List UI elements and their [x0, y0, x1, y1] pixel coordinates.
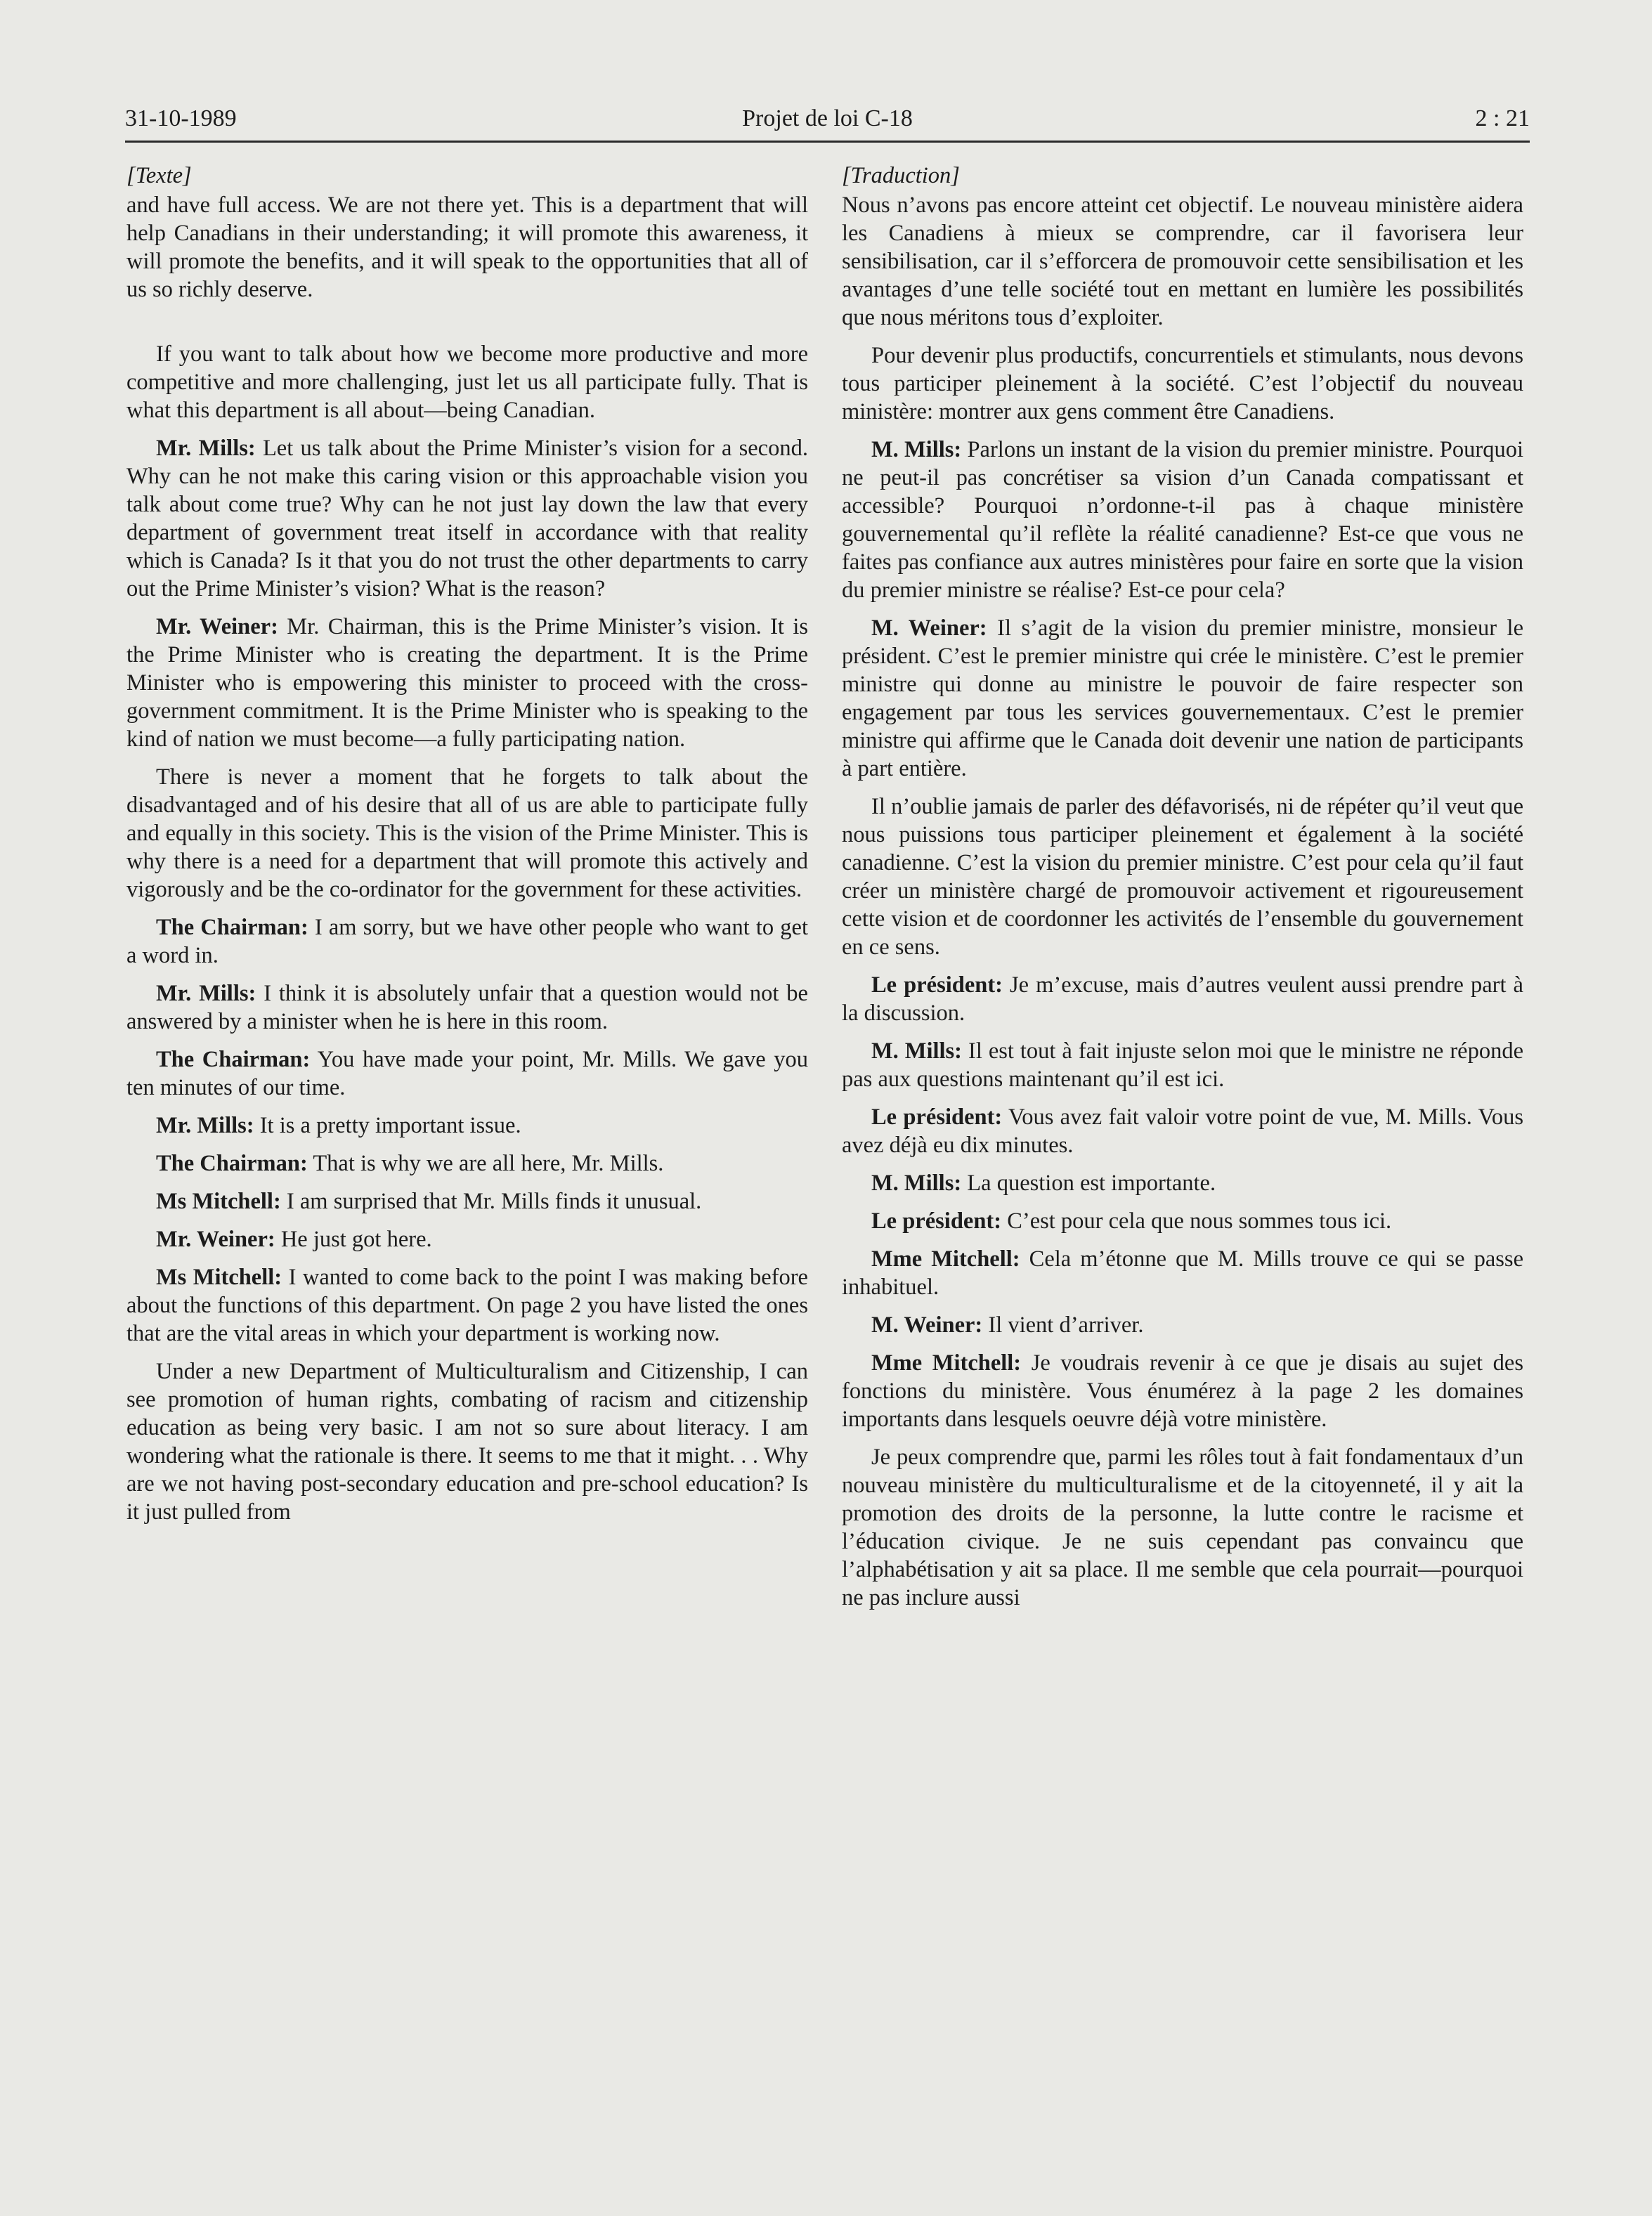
speech — [842, 1103, 1523, 1159]
speaker-name: M. Mills: — [871, 1171, 962, 1196]
speech — [842, 1311, 1523, 1339]
speech-text: I wanted to come back to the point I was making before about the functions of this department. On page 2 you have listed the ones that are the vital areas in which your department is working now. — [126, 1265, 808, 1346]
header-title: Projet de loi C-18 — [742, 105, 913, 131]
speech-text: That is why we are all here, Mr. Mills. — [307, 1151, 664, 1176]
speech-text: It is a pretty important issue. — [254, 1113, 521, 1138]
speech — [842, 614, 1523, 783]
speech-text: Parlons un instant de la vision du premier ministre. Pourquoi ne peut-il pas concrétiser sa vision d’un Canada compatissant et accessible? Pourquoi n’ordonne-t-il pas à chaque ministère gouvernemental qu’il reflète la réalité canadienne? Est-ce que vous ne faites pas confiance aux autres ministères pour faire en sorte que la vision du premier ministre se réalise? Est-ce pour cela? — [842, 437, 1523, 603]
french-column — [842, 162, 1523, 1622]
speech — [126, 1225, 808, 1253]
speech — [842, 1349, 1523, 1433]
speech-text: Je voudrais revenir à ce que je disais au sujet des fonctions du ministère. Vous énumérez à la page 2 les domaines importants dans lesquels oeuvre déjà votre ministère. — [842, 1350, 1523, 1432]
speech-text: La question est importante. — [961, 1171, 1216, 1196]
header-page-number: 2 : 21 — [1475, 105, 1530, 131]
speech-text: Je m’excuse, mais d’autres veulent aussi prendre part à la discussion. — [842, 972, 1523, 1026]
speech — [842, 1037, 1523, 1093]
speech-text: Il s’agit de la vision du premier ministre, monsieur le président. C’est le premier ministre qui crée le ministère. C’est le premier ministre qui donne au ministre le pouvoir de faire respecter son engagement par tous les services gouvernementaux. C’est le premier ministre qui affirme que le Canada doit devenir une nation de participants à part entière. — [842, 615, 1524, 781]
paragraph: There is never a moment that he forgets to talk about the disadvantaged and of his desire that all of us are able to participate fully and equally in this society. This is the vision of the Prime Minister. This is why there is a need for a department that will promote this actively and vigorously and be the co-ordinator for the government for these activities. — [126, 764, 808, 902]
speech — [126, 1187, 808, 1215]
speaker-name: Mme Mitchell: — [871, 1246, 1020, 1272]
speaker-name: Mr. Mills: — [156, 436, 256, 461]
speaker-name: M. Mills: — [871, 1038, 963, 1064]
speaker-name: Mr. Weiner: — [156, 1227, 275, 1252]
speaker-name: Mme Mitchell: — [871, 1350, 1022, 1376]
paragraph: If you want to talk about how we become more productive and more competitive and more challenging, just let us all participate fully. That is what this department is all about—being Canadian. — [126, 341, 808, 423]
speech-text: I think it is absolutely unfair that a question would not be answered by a minister when he is here in this room. — [126, 981, 808, 1034]
speaker-name: M. Weiner: — [871, 615, 987, 641]
speaker-name: The Chairman: — [156, 1047, 311, 1072]
header-rule — [125, 141, 1530, 143]
speaker-name: Le président: — [871, 1208, 1002, 1234]
speech-text: Il vient d’arriver. — [982, 1312, 1144, 1338]
speaker-name: Ms Mitchell: — [156, 1265, 282, 1290]
speech — [842, 1169, 1523, 1197]
speech — [126, 1045, 808, 1102]
speech-text: Vous avez fait valoir votre point de vue, M. Mills. Vous avez déjà eu dix minutes. — [842, 1104, 1523, 1158]
paragraph: Under a new Department of Multiculturalism and Citizenship, I can see promotion of human rights, combating of racism and citizenship education as being very basic. I am not so sure about literacy. I am wondering what the rationale is there. It seems to me that it might. . . Why are we not having post-secondary education and pre-school education? Is it just pulled from — [126, 1359, 808, 1525]
english-column — [126, 162, 808, 1536]
speech-text: Let us talk about the Prime Minister’s vision for a second. Why can he not make this caring vision or this approachable vision you talk about come true? Why can he not just lay down the law that every department of government treat itself in accordance with that reality which is Canada? Is it that you do not trust the other departments to carry out the Prime Minister’s vision? What is the reason? — [126, 436, 808, 601]
page-header — [125, 105, 1530, 141]
paragraph: and have full access. We are not there yet. This is a department that will help Canadians in their understanding; it will promote this awareness, it will promote the benefits, and it will speak to the opportunities that all of us so richly deserve. — [126, 193, 808, 302]
speaker-name: Ms Mitchell: — [156, 1189, 281, 1214]
paragraph: Je peux comprendre que, parmi les rôles tout à fait fondamentaux d’un nouveau ministère du multiculturalisme et de la citoyenneté, il y ait la promotion des droits de la personne, la lutte contre le racisme et l’éducation civique. Je ne suis cependant pas convaincu que l’alphabétisation y ait sa place. Il me semble que cela pourrait—pourquoi ne pas inclure aussi — [842, 1445, 1523, 1610]
speech — [126, 434, 808, 603]
header-date: 31-10-1989 — [125, 105, 237, 131]
speech-text: I am sorry, but we have other people who want to get a word in. — [126, 915, 808, 968]
speaker-name: The Chairman: — [156, 1151, 308, 1176]
speaker-name: M. Mills: — [871, 437, 962, 462]
speech — [842, 1245, 1523, 1301]
speaker-name: Le président: — [871, 972, 1003, 998]
speaker-name: Mr. Weiner: — [156, 614, 278, 639]
speech-text: C’est pour cela que nous sommes tous ici. — [1001, 1208, 1392, 1234]
speech — [126, 979, 808, 1036]
speech-text: Mr. Chairman, this is the Prime Minister’s vision. It is the Prime Minister who is creating the department. It is the Prime Minister who is empowering this minister to proceed with the cross-government commitment. It is the Prime Minister who is speaking to the kind of nation we must become—a fully participating nation. — [126, 614, 808, 752]
paragraph: Nous n’avons pas encore atteint cet objectif. Le nouveau ministère aidera les Canadiens à mieux se comprendre, car il favorisera leur sensibilisation, car il s’efforcera de promouvoir cette sensibilisation et les avantages d’une telle société tout en mettant en lumière les possibilités que nous méritons tous d’exploiter. — [842, 193, 1523, 330]
speaker-name: Mr. Mills: — [156, 1113, 254, 1138]
speech — [126, 1112, 808, 1140]
speech — [126, 1263, 808, 1348]
text-marker: [Texte] — [126, 163, 192, 188]
speech — [842, 971, 1523, 1027]
speech — [842, 436, 1523, 604]
speech — [126, 913, 808, 970]
paragraph: Pour devenir plus productifs, concurrentiels et stimulants, nous devons tous participer pleinement à la société. C’est l’objectif du nouveau ministère: montrer aux gens comment être Canadiens. — [842, 343, 1523, 424]
speaker-name: Le président: — [871, 1104, 1003, 1130]
speech — [126, 613, 808, 753]
speech-text: He just got here. — [275, 1227, 432, 1252]
speech-text: Cela m’étonne que M. Mills trouve ce qui se passe inhabituel. — [842, 1246, 1523, 1300]
speech-text: You have made your point, Mr. Mills. We gave you ten minutes of our time. — [126, 1047, 808, 1100]
translation-marker: [Traduction] — [842, 163, 960, 188]
speech — [126, 1149, 808, 1178]
speech-text: Il est tout à fait injuste selon moi que le ministre ne réponde pas aux questions maintenant qu’il est ici. — [842, 1038, 1523, 1092]
speech-text: I am surprised that Mr. Mills finds it unusual. — [280, 1189, 702, 1214]
paragraph: Il n’oublie jamais de parler des défavorisés, ni de répéter qu’il veut que nous puissions tous participer pleinement et également à la société canadienne. C’est la vision du premier ministre. C’est pour cela qu’il faut créer un ministère chargé de promouvoir activement et rigoureusement cette vision et de coordonner les activités de l’ensemble du gouvernement en ce sens. — [842, 794, 1523, 960]
speaker-name: Mr. Mills: — [156, 981, 256, 1006]
speaker-name: The Chairman: — [156, 915, 308, 940]
speech — [842, 1207, 1523, 1235]
speaker-name: M. Weiner: — [871, 1312, 983, 1338]
